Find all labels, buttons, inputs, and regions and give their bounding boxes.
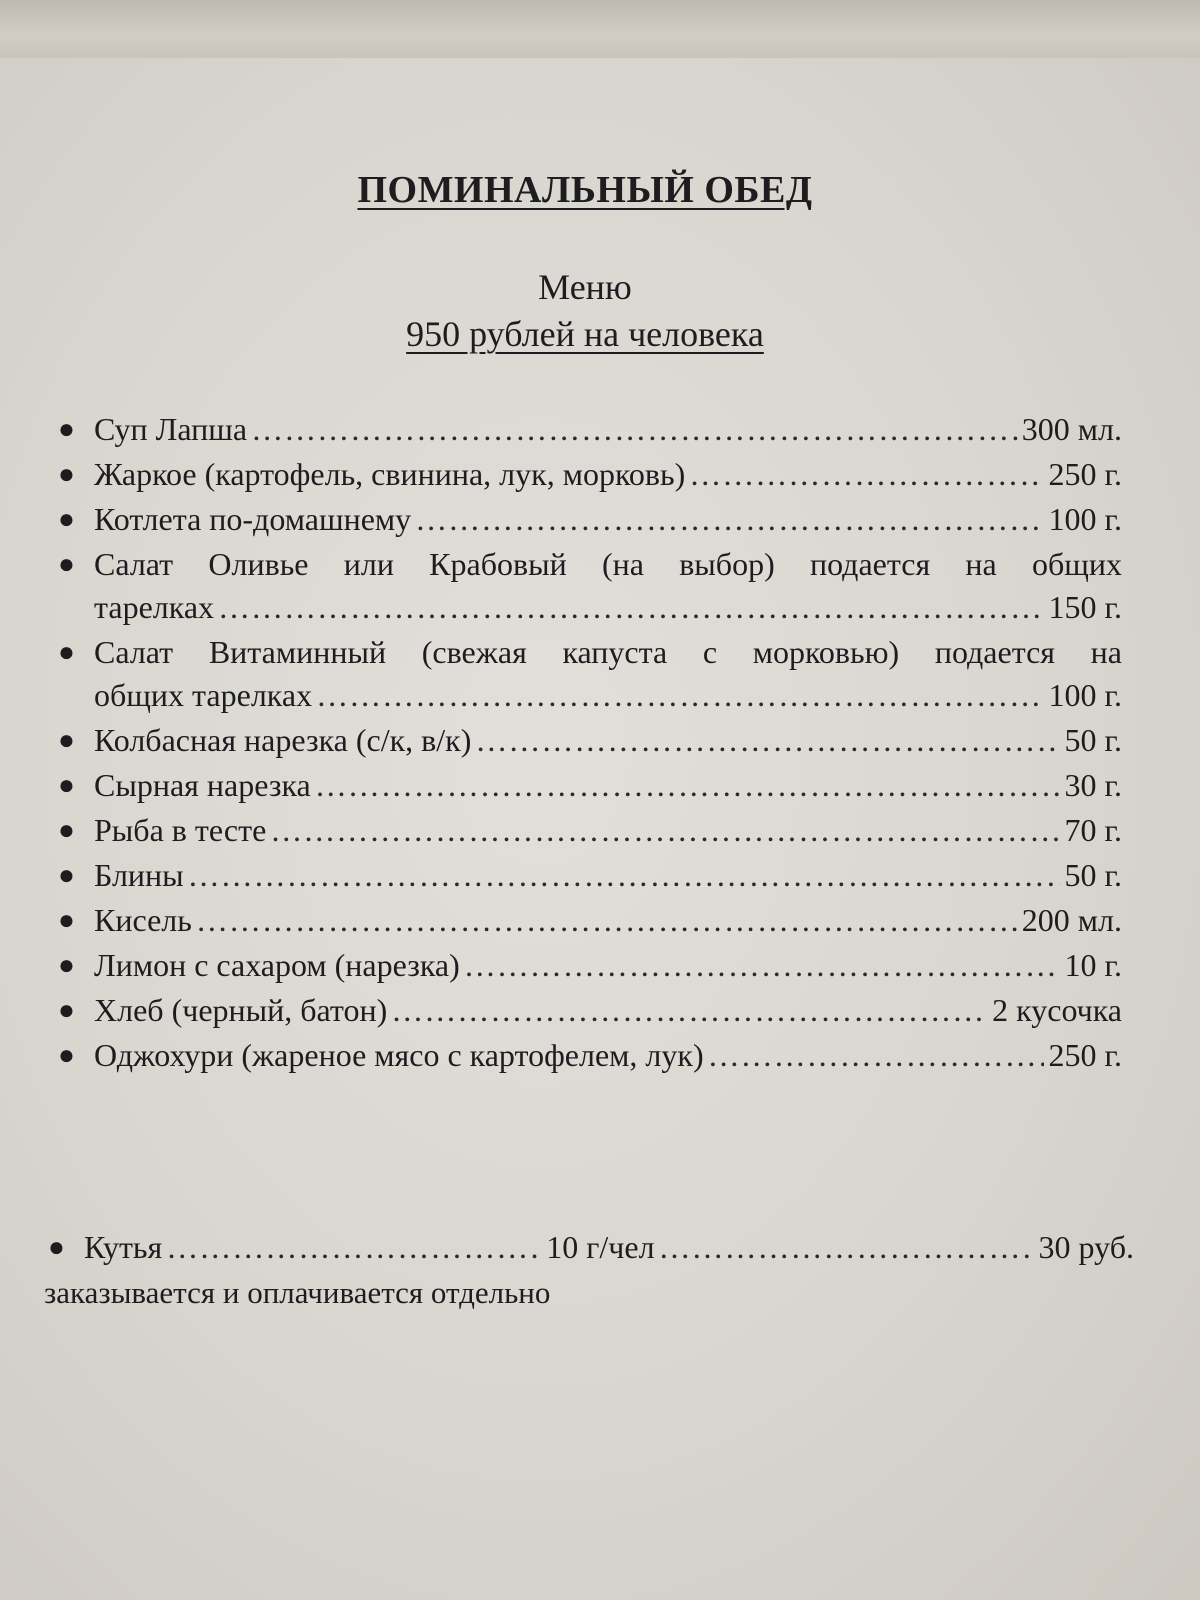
menu-item <box>52 543 1122 629</box>
bullet-icon: ● <box>58 815 75 846</box>
bullet-icon: ● <box>58 414 75 445</box>
bullet-icon: ● <box>48 1232 65 1263</box>
menu-item-qty: 50 г. <box>1064 722 1122 758</box>
bullet-icon: ● <box>58 1040 75 1071</box>
menu-item <box>52 899 1122 942</box>
menu-item-name: Хлеб (черный, батон) <box>94 992 388 1028</box>
extra-item-block <box>44 1226 1134 1314</box>
menu-item <box>52 809 1122 852</box>
extra-item-portion: 10 г/чел <box>546 1229 655 1265</box>
menu-item-qty: 50 г. <box>1064 857 1122 893</box>
dot-leader <box>218 586 1044 629</box>
binder-top-strip <box>0 0 1200 60</box>
menu-item <box>52 453 1122 496</box>
menu-item <box>52 631 1122 717</box>
menu-item <box>52 764 1122 807</box>
menu-item-qty: 150 г. <box>1048 589 1122 625</box>
menu-item-first-line: Салат Витаминный (свежая капуста с морковью) подается на <box>94 634 1122 670</box>
bullet-icon: ● <box>58 637 75 668</box>
dot-leader <box>708 1034 1045 1077</box>
bullet-icon: ● <box>58 860 75 891</box>
menu-item-name: Лимон с сахаром (нарезка) <box>94 947 460 983</box>
menu-item-qty: 100 г. <box>1048 501 1122 537</box>
dot-leader <box>188 854 1061 897</box>
menu-item-first-line: Салат Оливье или Крабовый (на выбор) подается на общих <box>94 546 1122 582</box>
menu-item <box>52 1034 1122 1077</box>
dot-leader <box>391 989 988 1032</box>
dot-leader <box>475 719 1060 762</box>
menu-item <box>52 408 1122 451</box>
bullet-icon: ● <box>58 770 75 801</box>
bullet-icon: ● <box>58 950 75 981</box>
dot-leader <box>270 809 1060 852</box>
menu-item-qty: 250 г. <box>1048 456 1122 492</box>
menu-item-name: Оджохури (жареное мясо с картофелем, лук) <box>94 1037 704 1073</box>
menu-item-qty: 300 мл. <box>1021 411 1122 447</box>
dot-leader <box>315 764 1061 807</box>
menu-item <box>52 989 1122 1032</box>
menu-item <box>52 854 1122 897</box>
menu-item-qty: 10 г. <box>1064 947 1122 983</box>
extra-item-name: Кутья <box>84 1229 163 1265</box>
bullet-icon: ● <box>58 905 75 936</box>
dot-leader <box>659 1226 1035 1269</box>
menu-item-name: Жаркое (картофель, свинина, лук, морковь) <box>94 456 686 492</box>
menu-list <box>52 408 1122 1079</box>
extra-item-row <box>44 1226 1134 1269</box>
menu-item-qty: 30 г. <box>1064 767 1122 803</box>
dot-leader <box>196 899 1018 942</box>
menu-item-name: Блины <box>94 857 184 893</box>
price-per-person: 950 рублей на человека <box>406 314 764 354</box>
bullet-icon: ● <box>58 459 75 490</box>
menu-item-qty: 70 г. <box>1064 812 1122 848</box>
menu-item-name: Котлета по-домашнему <box>94 501 412 537</box>
bullet-icon: ● <box>58 725 75 756</box>
menu-subtitle: Меню <box>538 267 632 307</box>
extra-item-note: заказывается и оплачивается отдельно <box>44 1275 551 1310</box>
menu-item <box>52 719 1122 762</box>
dot-leader <box>166 1226 542 1269</box>
dot-leader <box>415 498 1044 541</box>
bullet-icon: ● <box>58 504 75 535</box>
menu-item <box>52 944 1122 987</box>
menu-item-qty: 200 мл. <box>1021 902 1122 938</box>
menu-item-qty: 2 кусочка <box>992 992 1122 1028</box>
menu-page <box>0 58 1200 1600</box>
bullet-icon: ● <box>58 549 75 580</box>
menu-item-name: тарелках <box>94 589 215 625</box>
menu-item-qty: 250 г. <box>1048 1037 1122 1073</box>
menu-item-name: Колбасная нарезка (с/к, в/к) <box>94 722 472 758</box>
menu-item-name: Кисель <box>94 902 192 938</box>
extra-item-price: 30 руб. <box>1038 1229 1134 1265</box>
menu-item-qty: 100 г. <box>1048 677 1122 713</box>
menu-item-name: общих тарелках <box>94 677 313 713</box>
menu-item-name: Рыба в тесте <box>94 812 267 848</box>
dot-leader <box>464 944 1061 987</box>
menu-item <box>52 498 1122 541</box>
bullet-icon: ● <box>58 995 75 1026</box>
menu-item-name: Сырная нарезка <box>94 767 311 803</box>
document-title: ПОМИНАЛЬНЫЙ ОБЕД <box>357 169 813 211</box>
dot-leader <box>316 674 1044 717</box>
dot-leader <box>251 408 1018 451</box>
dot-leader <box>689 453 1044 496</box>
menu-item-name: Суп Лапша <box>94 411 248 447</box>
